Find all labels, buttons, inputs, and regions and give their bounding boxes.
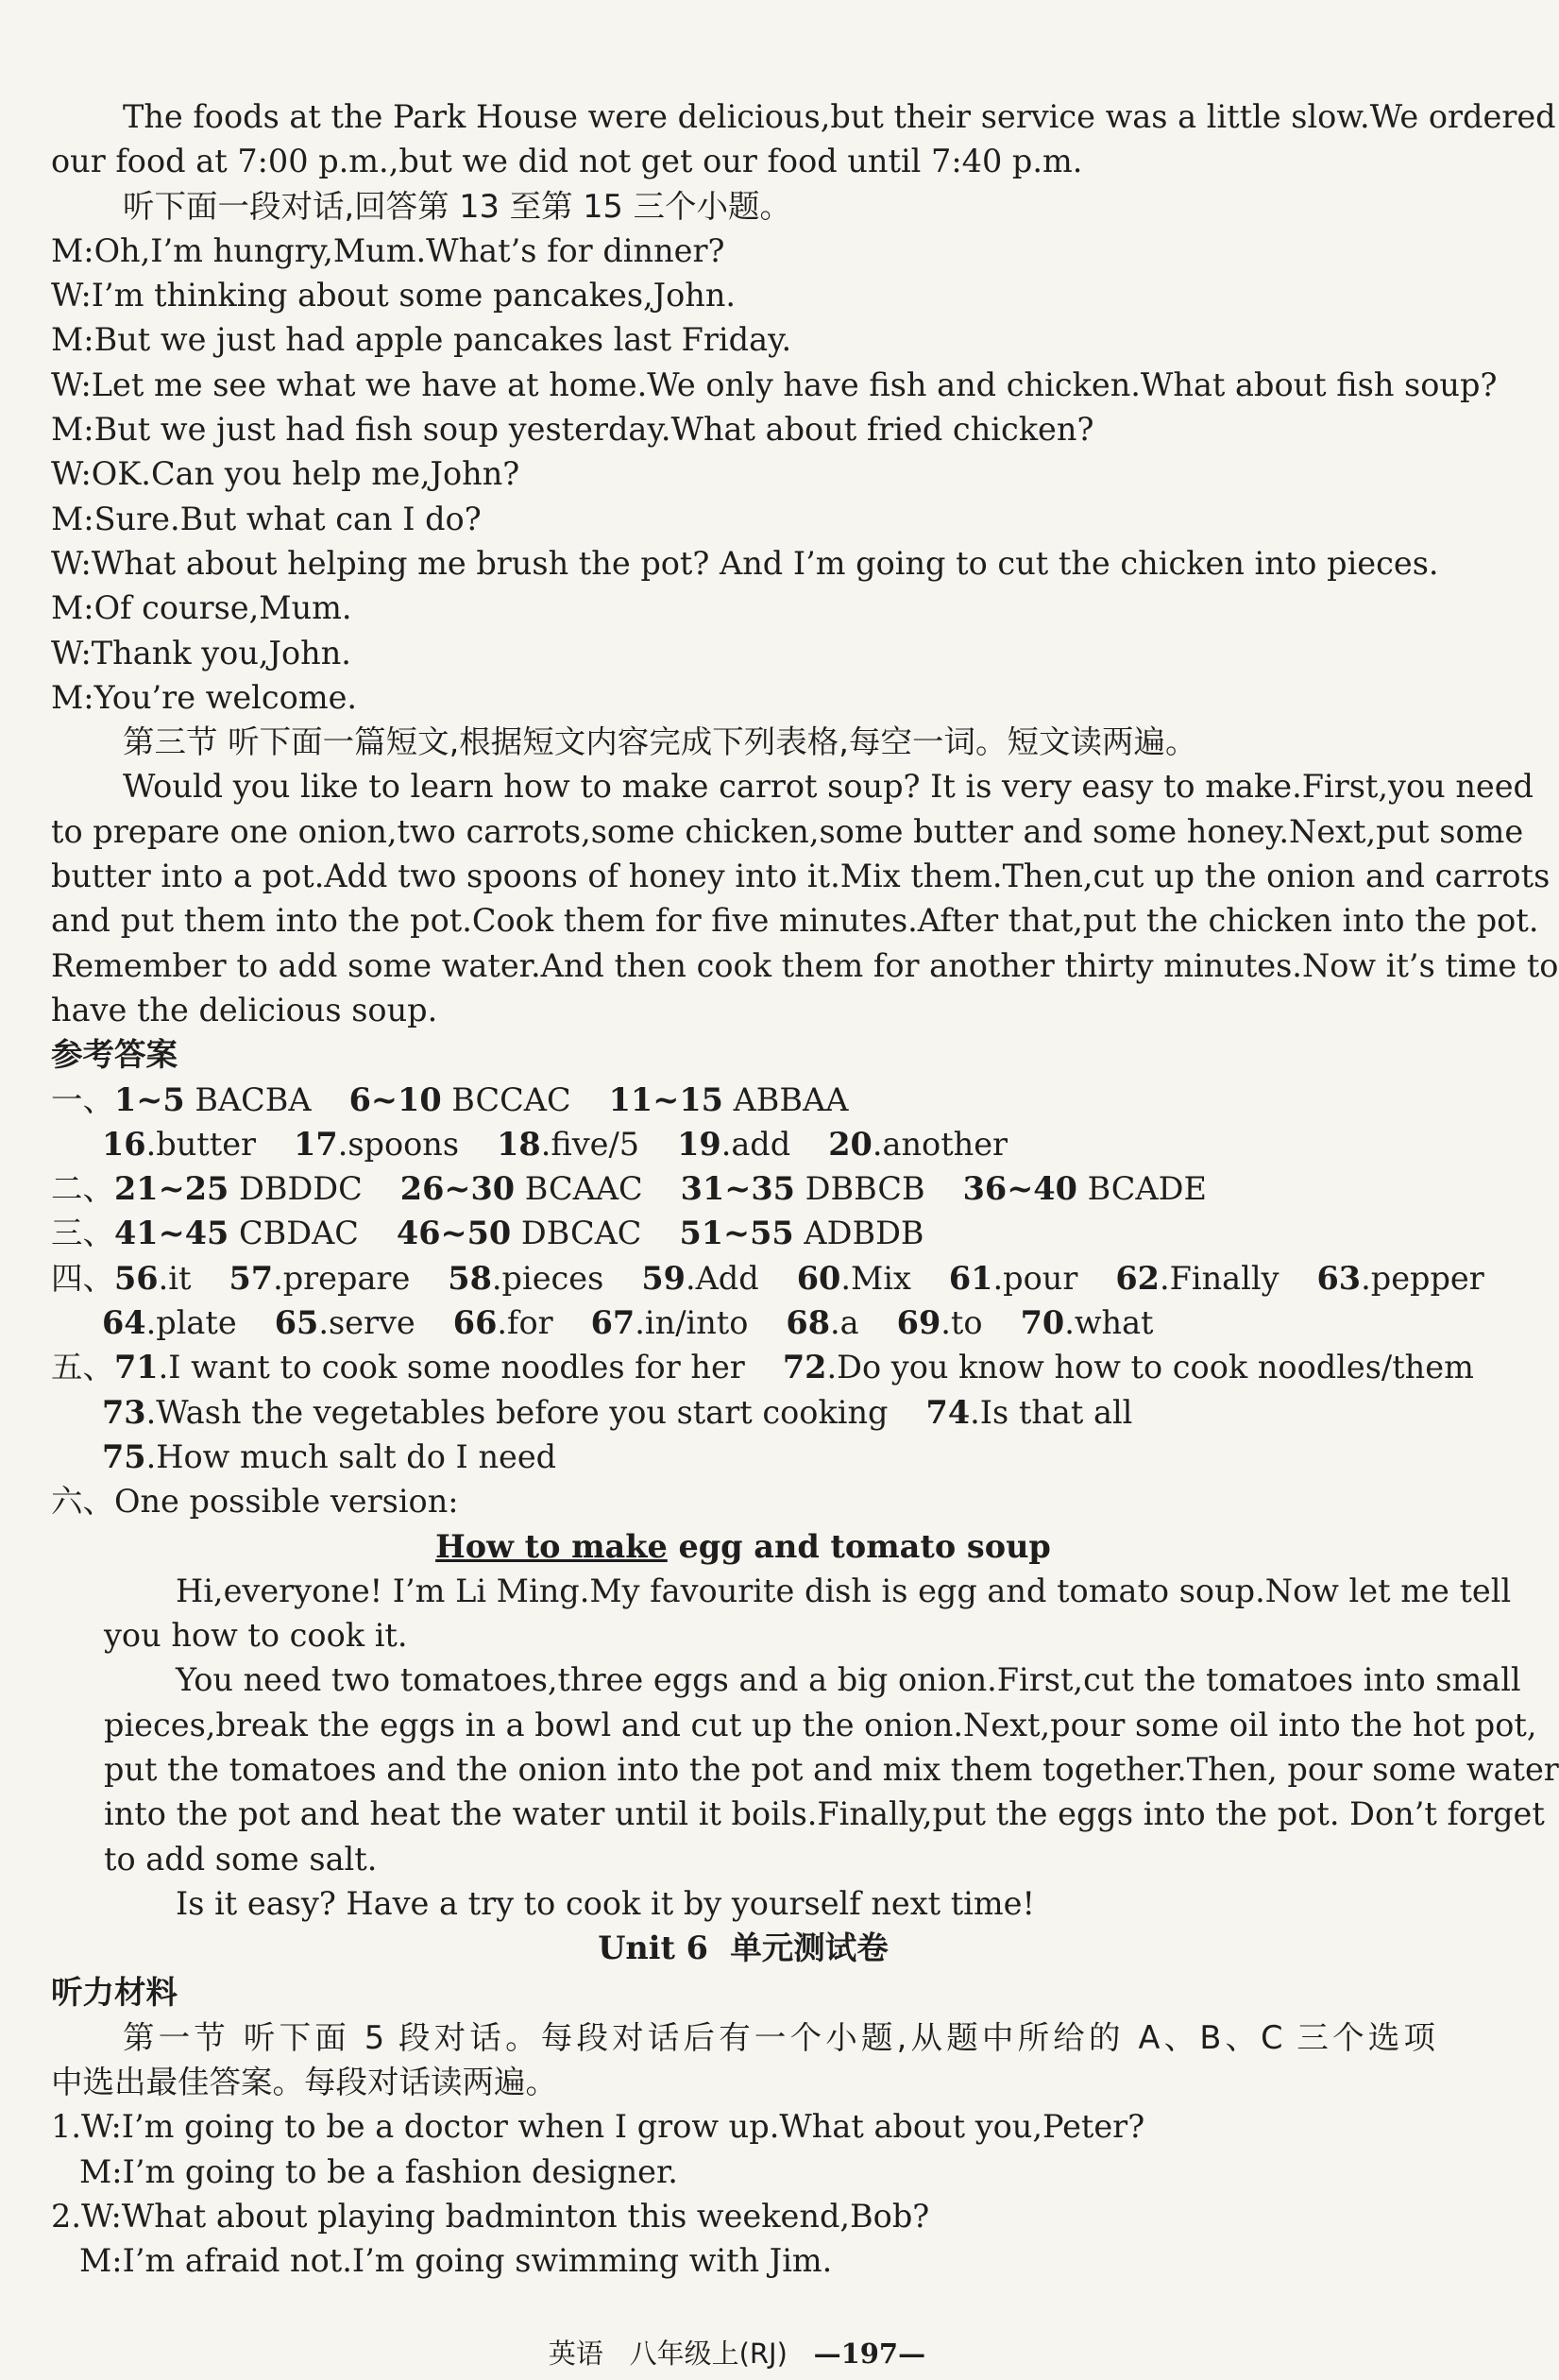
answer-item: 20.another xyxy=(828,1125,1008,1163)
answer-prefix: 三、 xyxy=(51,1215,114,1252)
answer-row xyxy=(51,1345,1474,1389)
passage-line: Would you like to learn how to make carrot soup? It is very easy to make.First,you need xyxy=(123,768,1534,806)
dialogue-line: W:Thank you,John. xyxy=(51,634,351,672)
essay-title: How to make egg and tomato soup xyxy=(435,1527,1051,1565)
answer-prefix: 五、 xyxy=(51,1349,114,1386)
passage-line: to prepare one onion,two carrots,some chicken,some butter and some honey.Next,put some xyxy=(51,812,1524,850)
passage xyxy=(51,764,1559,1032)
dialogue-line: M:You’re welcome. xyxy=(51,678,358,716)
essay-line: put the tomatoes and the onion into the pot and mix them together.Then, pour some water xyxy=(104,1750,1559,1788)
answer-item: 57.prepare xyxy=(229,1259,411,1297)
answer-item: 41~45 CBDAC xyxy=(114,1215,359,1252)
answer-row xyxy=(51,1479,1435,1523)
answer-item: 26~30 BCAAC xyxy=(399,1170,643,1208)
answer-item: 67.in/into xyxy=(590,1304,749,1342)
section-instruction: 第一节 听下面 5 段对话。每段对话后有一个小题,从题中所给的 A、B、C 三个选项 xyxy=(123,2018,1435,2056)
answer-item: 59.Add xyxy=(641,1259,759,1297)
answer-item: 62.Finally xyxy=(1115,1259,1279,1297)
answer-item: 51~55 ADBDB xyxy=(679,1215,924,1252)
answer-item: 36~40 BCADE xyxy=(962,1170,1207,1208)
answer-item: 75.How much salt do I need xyxy=(102,1437,557,1475)
answer-item: 11~15 ABBAA xyxy=(608,1080,849,1118)
answer-item: 19.add xyxy=(677,1125,791,1163)
answer-item: 68.a xyxy=(786,1304,859,1342)
text-line: The foods at the Park House were delicious,but their service was a little slow.We ordered xyxy=(123,98,1556,135)
sample-intro: One possible version: xyxy=(114,1483,459,1521)
answer-item: 17.spoons xyxy=(294,1125,460,1163)
footer-grade: 八年级上(RJ) xyxy=(629,2338,788,2370)
answer-row xyxy=(51,1078,1435,1122)
answer-row xyxy=(51,1122,1435,1166)
dialogue-line: M:Sure.But what can I do? xyxy=(51,500,482,537)
page-number: —197— xyxy=(813,2338,926,2370)
answer-item: 66.for xyxy=(452,1304,553,1342)
answer-item: 72.Do you know how to cook noodles/them xyxy=(782,1349,1474,1386)
dialogue-line: M:Oh,I’m hungry,Mum.What’s for dinner? xyxy=(51,231,725,269)
dialogue-line: 2.W:What about playing badminton this weekend,Bob? xyxy=(51,2197,930,2235)
dialogue-line: M:Of course,Mum. xyxy=(51,589,352,627)
answers-heading: 参考答案 xyxy=(51,1036,178,1074)
answer-item: 61.pour xyxy=(948,1259,1078,1297)
essay-line: to add some salt. xyxy=(104,1840,378,1878)
answer-item: 64.plate xyxy=(102,1304,237,1342)
passage-line: and put them into the pot.Cook them for five minutes.After that,put the chicken into the pot. xyxy=(51,902,1539,940)
answer-item: 74.Is that all xyxy=(925,1393,1133,1431)
section-instruction: 第三节 听下面一篇短文,根据短文内容完成下列表格,每空一词。短文读两遍。 xyxy=(123,723,1197,761)
answer-item: 31~35 DBBCB xyxy=(680,1170,925,1208)
answer-item: 71.I want to cook some noodles for her xyxy=(114,1349,745,1386)
answer-item: 58.pieces xyxy=(448,1259,604,1297)
dialogue-line: M:But we just had fish soup yesterday.What about fried chicken? xyxy=(51,411,1094,449)
answer-item: 56.it xyxy=(114,1259,192,1297)
answer-prefix: 一、 xyxy=(51,1080,114,1118)
answer-item: 46~50 DBCAC xyxy=(396,1215,642,1252)
answer-item: 63.pepper xyxy=(1316,1259,1484,1297)
dialogue-line: M:I’m going to be a fashion designer. xyxy=(79,2152,678,2190)
section-instruction: 中选出最佳答案。每段对话读两遍。 xyxy=(51,2064,557,2101)
answer-item: 16.butter xyxy=(102,1125,257,1163)
essay-line: You need two tomatoes,three eggs and a big onion.First,cut the tomatoes into small xyxy=(176,1661,1521,1699)
essay-line: Hi,everyone! I’m Li Ming.My favourite dish is egg and tomato soup.Now let me tell xyxy=(176,1572,1512,1609)
dialogue-line: W:OK.Can you help me,John? xyxy=(51,455,520,493)
answer-item: 65.serve xyxy=(274,1304,415,1342)
answer-item: 60.Mix xyxy=(796,1259,911,1297)
essay-lines xyxy=(51,1569,1559,1926)
dialogue-line: W:Let me see what we have at home.We only have fish and chicken.What about fish soup? xyxy=(51,366,1498,403)
passage-line: butter into a pot.Add two spoons of honey into it.Mix them.Then,cut up the onion and carrots xyxy=(51,858,1551,895)
essay-line: pieces,break the eggs in a bowl and cut up the onion.Next,pour some oil into the hot pot, xyxy=(104,1706,1537,1743)
answer-row xyxy=(51,1166,1435,1211)
answer-prefix: 六、 xyxy=(51,1483,114,1521)
answer-row xyxy=(51,1300,1435,1345)
answer-item: 1~5 BACBA xyxy=(114,1080,312,1118)
footer-subject: 英语 xyxy=(548,2338,603,2370)
answer-item: 69.to xyxy=(896,1304,983,1342)
dialogue-line: M:I’m afraid not.I’m going swimming with Jim. xyxy=(79,2242,833,2280)
dialogue-line: 1.W:I’m going to be a doctor when I grow up.What about you,Peter? xyxy=(51,2108,1145,2146)
answer-item: 21~25 DBDDC xyxy=(114,1170,363,1208)
answer-row xyxy=(51,1211,1435,1255)
essay-line: into the pot and heat the water until it boils.Finally,put the eggs into the pot. Don’t forget xyxy=(104,1795,1545,1833)
answer-prefix: 四、 xyxy=(51,1259,114,1297)
passage-line: have the delicious soup. xyxy=(51,991,438,1028)
answer-item: 18.five/5 xyxy=(497,1125,640,1163)
text-line: our food at 7:00 p.m.,but we did not get our food until 7:40 p.m. xyxy=(51,143,1083,180)
page-content xyxy=(51,94,1559,2284)
page-footer xyxy=(0,2333,1474,2372)
answer-item: 70.what xyxy=(1020,1304,1154,1342)
answer-row xyxy=(51,1435,1435,1479)
unit-title: Unit 6 单元测试卷 xyxy=(598,1930,889,1967)
answer-prefix: 二、 xyxy=(51,1170,114,1208)
passage-line: Remember to add some water.And then cook them for another thirty minutes.Now it’s time to xyxy=(51,946,1559,984)
answer-item: 6~10 BCCAC xyxy=(348,1080,571,1118)
answer-item: 73.Wash the vegetables before you start cooking xyxy=(102,1393,889,1431)
instruction-line: 听下面一段对话,回答第 13 至第 15 三个小题。 xyxy=(123,187,791,225)
dialogue xyxy=(51,229,1498,720)
dialogue-line: W:I’m thinking about some pancakes,John. xyxy=(51,277,737,314)
answer-row xyxy=(51,1256,1484,1300)
essay-line: Is it easy? Have a try to cook it by yourself next time! xyxy=(176,1884,1035,1922)
listening-heading: 听力材料 xyxy=(51,1974,178,2012)
answer-row xyxy=(51,1390,1435,1435)
dialogue-line: M:But we just had apple pancakes last Friday. xyxy=(51,321,792,359)
dialogue-line: W:What about helping me brush the pot? And I’m going to cut the chicken into pieces. xyxy=(51,544,1439,582)
essay-line: you how to cook it. xyxy=(104,1617,408,1655)
